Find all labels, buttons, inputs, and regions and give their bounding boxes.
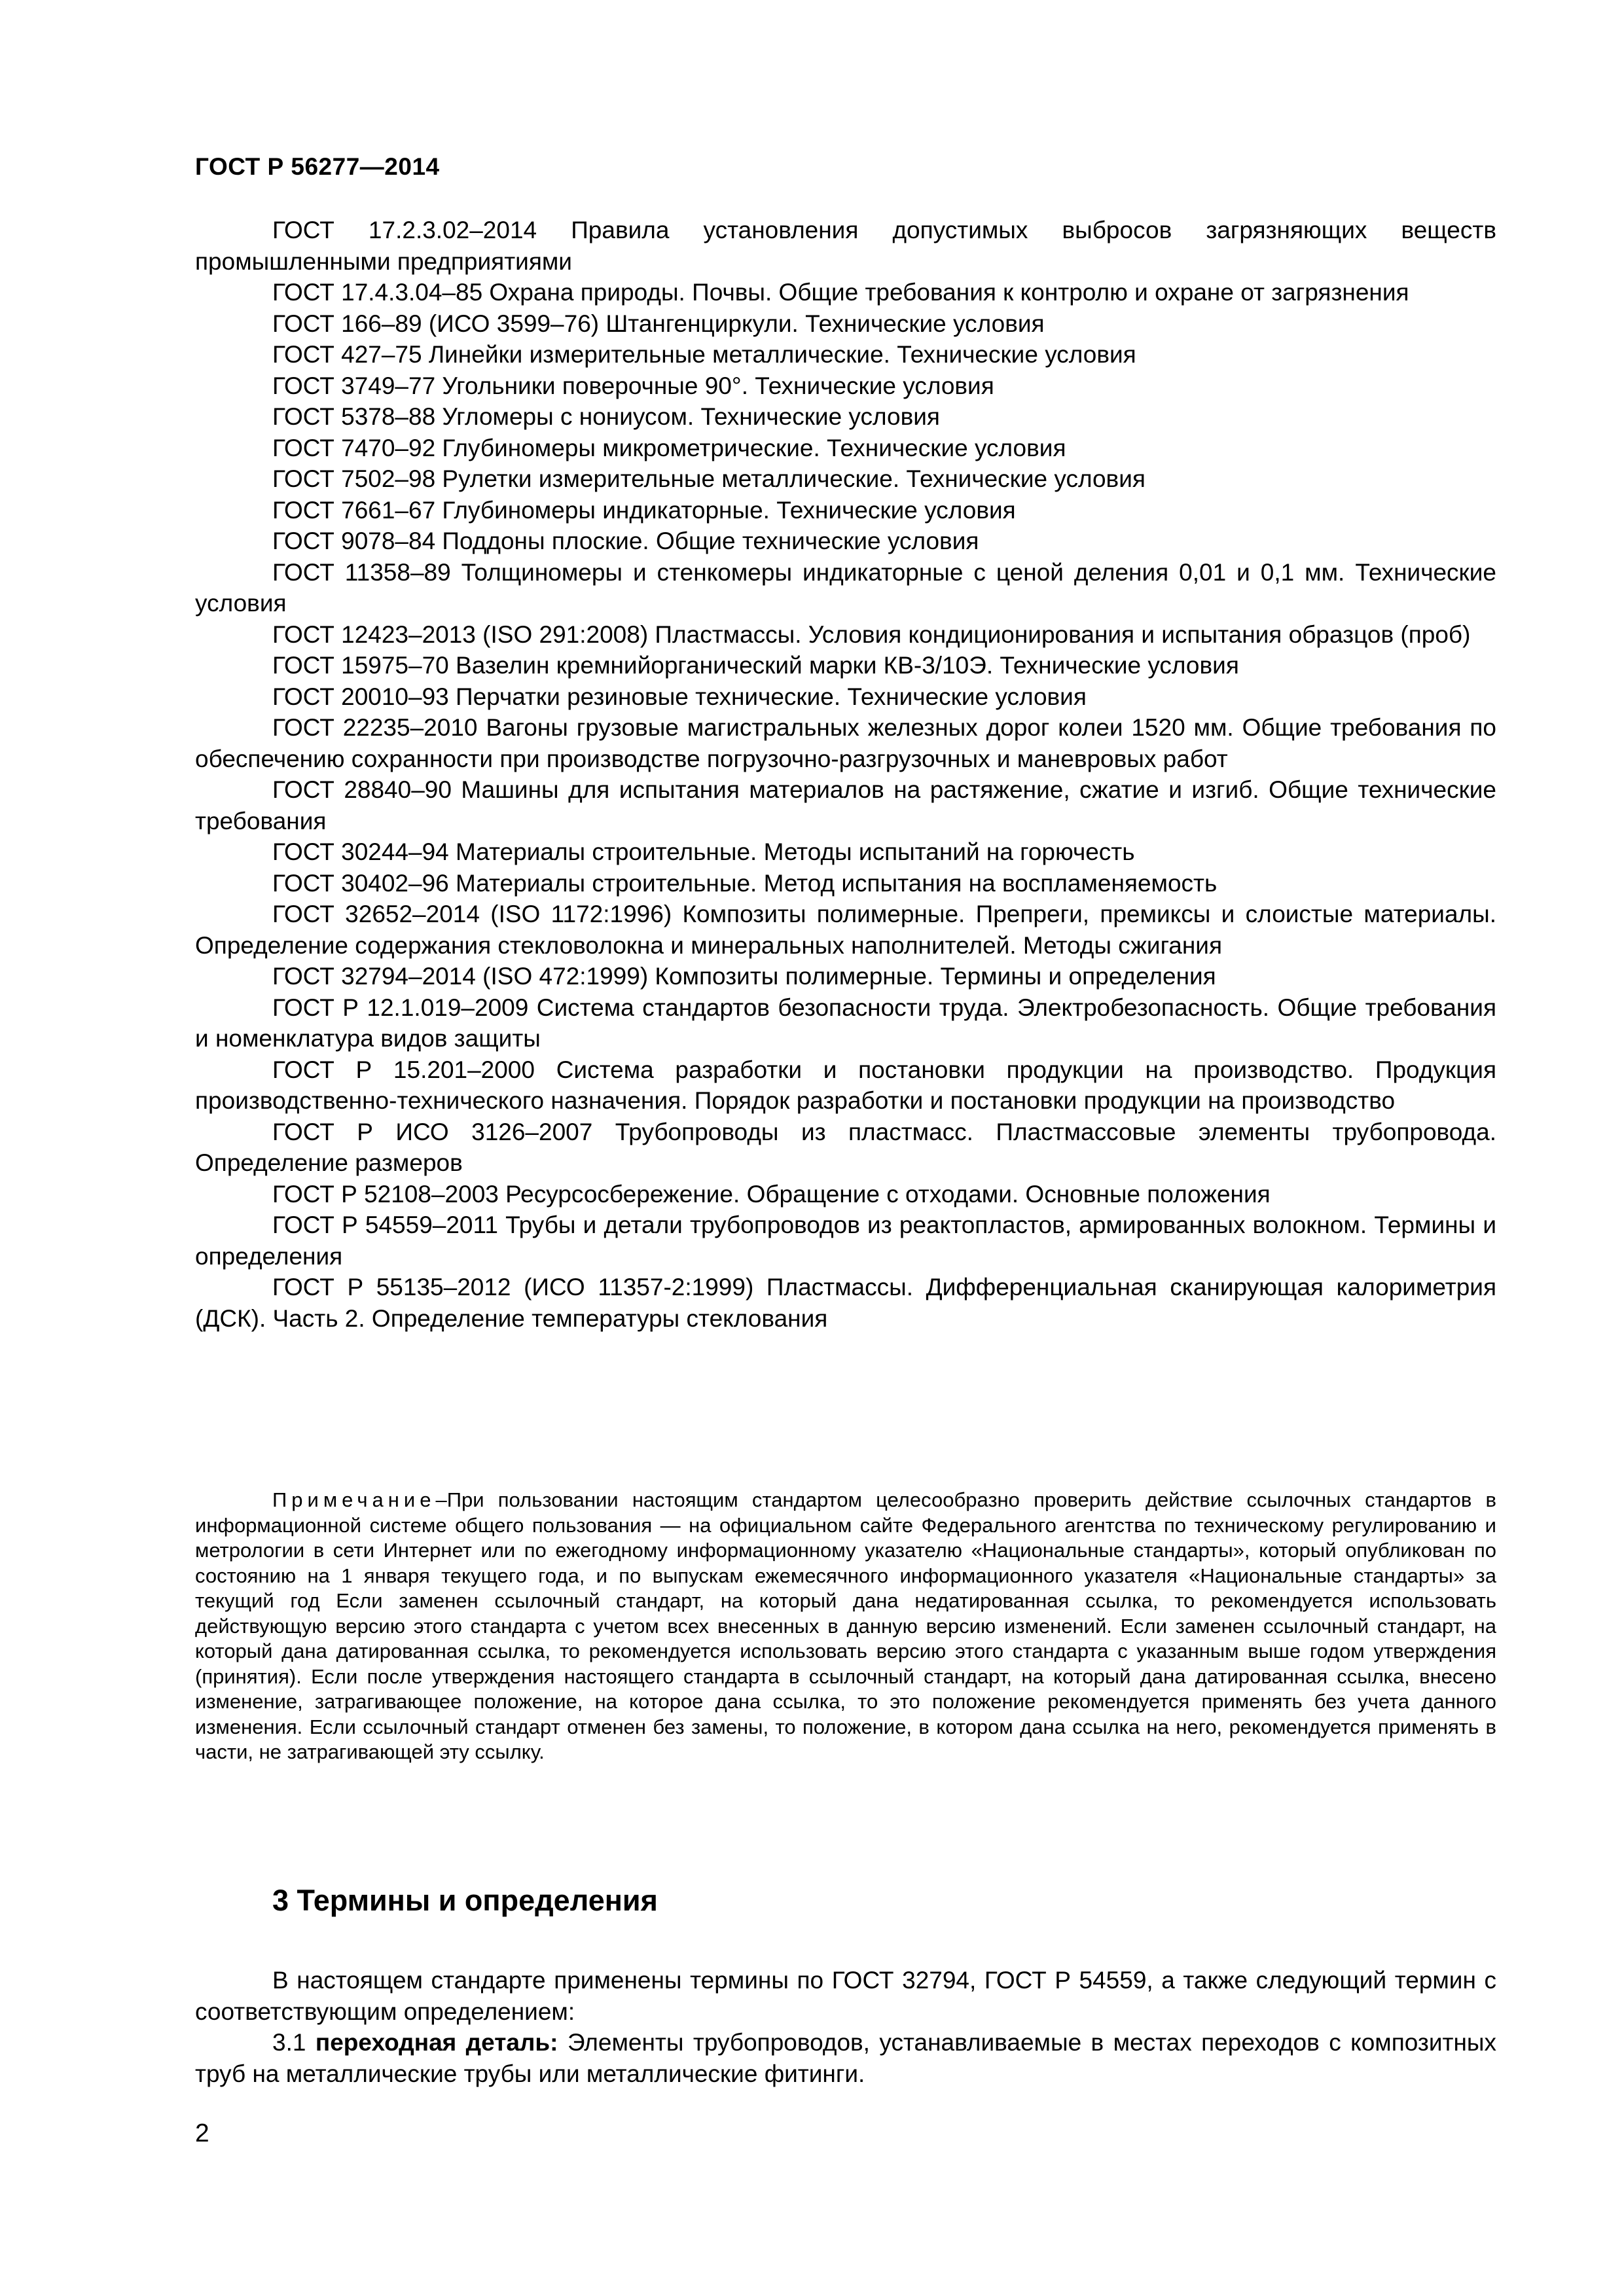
reference-item: ГОСТ 7502–98 Рулетки измерительные металлические. Технические условия xyxy=(272,465,1146,492)
reference-item: ГОСТ 30402–96 Материалы строительные. Метод испытания на воспламеняемость xyxy=(272,869,1218,897)
reference-item: ГОСТ 32652–2014 (ISO 1172:1996) Композиты полимерные. Препреги, премиксы и слоистые материалы. Определение содержания стекловолокна и минеральных наполнителей. Методы сжигания xyxy=(195,901,1496,959)
term-entry xyxy=(195,2027,1496,2089)
reference-item: ГОСТ 9078–84 Поддоны плоские. Общие технические условия xyxy=(272,528,979,554)
reference-item: ГОСТ 3749–77 Угольники поверочные 90°. Технические условия xyxy=(272,372,994,399)
reference-item: ГОСТ 17.4.3.04–85 Охрана природы. Почвы. Общие требования к контролю и охране от загрязнения xyxy=(272,279,1409,306)
reference-item: ГОСТ Р 15.201–2000 Система разработки и постановки продукции на производство. Продукция производственно-технического назначения. Порядок разработки и постановки продукции на производство xyxy=(195,1056,1496,1114)
reference-item: ГОСТ Р 54559–2011 Трубы и детали трубопроводов из реактопластов, армированных волокном. Термины и определения xyxy=(195,1211,1496,1270)
reference-item: ГОСТ Р 52108–2003 Ресурсосбережение. Обращение с отходами. Основные положения xyxy=(272,1180,1271,1208)
note-block xyxy=(195,1488,1496,1765)
section-intro: В настоящем стандарте применены термины по ГОСТ 32794, ГОСТ Р 54559, а также следующий термин с соответствующим определением: xyxy=(195,1967,1496,2025)
section-title: 3 Термины и определения xyxy=(272,1884,658,1917)
reference-item: ГОСТ 17.2.3.02–2014 Правила установления допустимых выбросов загрязняющих веществ промышленными предприятиями xyxy=(195,217,1496,275)
reference-list xyxy=(195,215,1496,1334)
reference-item: ГОСТ 15975–70 Вазелин кремнийорганический марки КВ-3/10Э. Технические условия xyxy=(272,652,1239,679)
reference-item: ГОСТ Р 12.1.019–2009 Система стандартов безопасности труда. Электробезопасность. Общие требования и номенклатура видов защиты xyxy=(195,994,1496,1052)
reference-item: ГОСТ 11358–89 Толщиномеры и стенкомеры индикаторные с ценой деления 0,01 и 0,1 мм. Технические условия xyxy=(195,558,1496,617)
term-name: переходная деталь: xyxy=(315,2029,558,2056)
term-number: 3.1 xyxy=(272,2029,306,2056)
reference-item: ГОСТ 22235–2010 Вагоны грузовые магистральных железных дорог колеи 1520 мм. Общие требования по обеспечению сохранности при производстве погрузочно-разгрузочных и маневровых работ xyxy=(195,714,1496,772)
reference-item: ГОСТ 166–89 (ИСО 3599–76) Штангенциркули. Технические условия xyxy=(272,310,1045,337)
note-text: При пользовании настоящим стандартом целесообразно проверить действие ссылочных стандартов в информационной системе общего пользования — на официальном сайте Федерального агентства по техническому регулированию и метрологии в сети Интернет или по ежегодному информационному указателю «Национальные стандарты», который опубликован по состоянию на 1 января текущего года, и по выпускам ежемесячного информационного указателя «Национальные стандарты» за текущий год Если заменен ссылочный стандарт, на который дана недатированная ссылка, то рекомендуется использовать действующую версию этого стандарта с учетом всех внесенных в данную версию изменений. Если заменен ссылочный стандарт, на который дана датированная ссылка, то рекомендуется использовать версию этого стандарта с указанным выше годом утверждения (принятия). Если после утверждения настоящего стандарта в ссылочный стандарт, на который дана датированная ссылка, внесено изменение, затрагивающее положение, на которое дана ссылка, то это положение рекомендуется применять без учета данного изменения. Если ссылочный стандарт отменен без замены, то положение, в котором дана ссылка на него, рекомендуется применять в части, не затрагивающей эту ссылку. xyxy=(195,1488,1496,1763)
reference-item: ГОСТ 30244–94 Материалы строительные. Методы испытаний на горючесть xyxy=(272,838,1135,865)
term-definition: Элементы трубопроводов, устанавливаемые в местах переходов с композитных труб на металлические трубы или металлические фитинги. xyxy=(195,2029,1497,2087)
doc-header: ГОСТ Р 56277—2014 xyxy=(195,153,440,180)
reference-item: ГОСТ 20010–93 Перчатки резиновые технические. Технические условия xyxy=(272,683,1087,710)
section-body xyxy=(195,1965,1496,2089)
reference-item: ГОСТ 28840–90 Машины для испытания материалов на растяжение, сжатие и изгиб. Общие технические требования xyxy=(195,776,1496,834)
reference-item: ГОСТ 5378–88 Угломеры с нониусом. Технические условия xyxy=(272,403,940,430)
note-lead: Примечание xyxy=(272,1488,436,1511)
reference-item: ГОСТ Р ИСО 3126–2007 Трубопроводы из пластмасс. Пластмассовые элементы трубопровода. Определение размеров xyxy=(195,1118,1496,1176)
reference-item: ГОСТ 7661–67 Глубиномеры индикаторные. Технические условия xyxy=(272,496,1016,524)
reference-item: ГОСТ 427–75 Линейки измерительные металлические. Технические условия xyxy=(272,341,1136,368)
reference-item: ГОСТ 12423–2013 (ISO 291:2008) Пластмассы. Условия кондиционирования и испытания образцов (проб) xyxy=(272,620,1471,648)
page-number: 2 xyxy=(195,2119,209,2147)
reference-item: ГОСТ 32794–2014 (ISO 472:1999) Композиты полимерные. Термины и определения xyxy=(272,963,1216,990)
note-dash: – xyxy=(435,1488,447,1511)
reference-item: ГОСТ Р 55135–2012 (ИСО 11357-2:1999) Пластмассы. Дифференциальная сканирующая калориметрия (ДСК). Часть 2. Определение температуры стеклования xyxy=(195,1274,1496,1332)
reference-item: ГОСТ 7470–92 Глубиномеры микрометрические. Технические условия xyxy=(272,434,1066,461)
